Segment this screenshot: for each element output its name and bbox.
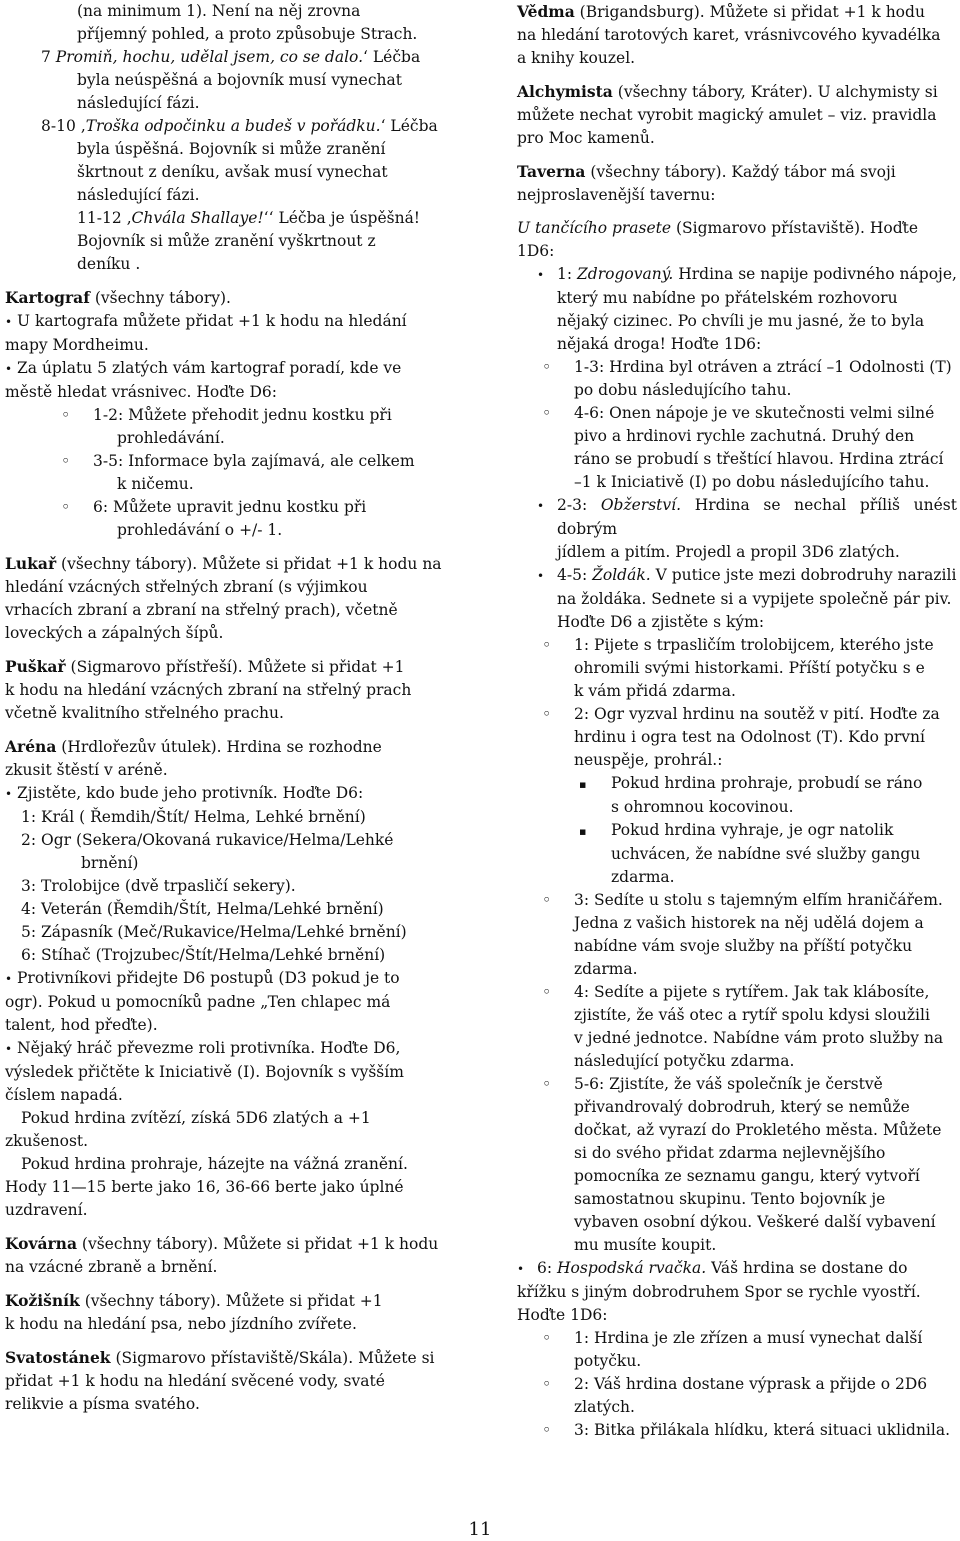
section-alchymista: Alchymista (všechny tábory, Kráter). U alchymisty si — [517, 82, 938, 101]
section-heading: Kovárna — [5, 1234, 77, 1253]
section-lukar: Lukař (všechny tábory). Můžete si přidat +1 k hodu na — [5, 554, 442, 573]
text-line: následující fázi. — [77, 186, 200, 204]
sub-bullet-item: ◦ 1-3: Hrdina byl otráven a ztrácí –1 Odolnosti (T) — [517, 356, 957, 379]
text-line: a knihy kouzel. — [517, 49, 636, 67]
sub-bullet-item: ◦ 4: Sedíte a pijete s rytířem. Jak tak klábosíte, — [517, 981, 957, 1004]
section-kozisnik: Kožišník (všechny tábory). Můžete si přidat +1 — [5, 1291, 383, 1310]
section-heading: Kožišník — [5, 1291, 80, 1310]
text-line: zkušenost. — [5, 1132, 89, 1150]
text-line: zdarma. — [574, 960, 638, 978]
section-heading: Aréna — [5, 737, 57, 756]
text-line: deníku . — [77, 255, 141, 273]
text-line: neuspěje, prohrál.: — [574, 751, 723, 769]
text-line: k hodu na hledání vzácných zbraní na střelný prach — [5, 681, 412, 699]
sub-bullet-item: ◦ 1-2: Můžete přehodit jednu kostku při — [5, 404, 445, 427]
text-line: přidat +1 k hodu na hledání svěcené vody, svaté — [5, 1372, 385, 1390]
text-line: ogr). Pokud u pomocníků padne „Ten chlapec má — [5, 993, 391, 1011]
page-number: 11 — [468, 1519, 492, 1540]
bullet-item: • Nějaký hráč převezme roli protivníka. Hoďte D6, — [5, 1037, 445, 1061]
text-line: (na minimum 1). Není na něj zrovna — [77, 2, 361, 20]
section-kartograf: Kartograf (všechny tábory). — [5, 288, 231, 307]
sub-bullet-item: ◦ 6: Stíhač (Trojzubec/Štít/Helma/Lehké brnění) — [5, 944, 445, 967]
text-line: přivandrovalý dobrodruh, který se nemůže — [574, 1098, 910, 1116]
text-line: k hodu na hledání psa, nebo jízdního zvířete. — [5, 1315, 357, 1333]
bullet-item: • U kartografa můžete přidat +1 k hodu na hledání — [5, 310, 445, 334]
heal-result-8-10: 8-10 ‚Troška odpočinku a budeš v pořádku.‘ Léčba — [41, 117, 438, 135]
text-line: křížku s jiným dobrodruhem Spor se rychle vyostří. — [517, 1283, 921, 1301]
text-line: si do svého přidat zdarma nejlevnějšího — [574, 1144, 886, 1162]
bullet-item: • 4-5: Žoldák. V putice jste mezi dobrodruhy narazili — [517, 564, 957, 588]
text-line: Hoďte D6 a zjistěte s kým: — [557, 613, 765, 631]
text-line: zkusit štěstí v aréně. — [5, 761, 168, 779]
sub-bullet-item: ◦ 3-5: Informace byla zajímavá, ale celkem — [5, 450, 445, 473]
sub-bullet-item: ◦ 4-6: Onen nápoje je ve skutečnosti velmi silné — [517, 402, 957, 425]
section-heading: Lukař — [5, 554, 57, 573]
text-line: výsledek přičtěte k Iniciativě (I). Bojovník s vyšším — [5, 1063, 404, 1081]
text-line: na hledání tarotových karet, vrásnivcového kyvadélka — [517, 26, 941, 44]
text-line: pomocníka ze seznamu gangu, který vytvoří — [574, 1167, 920, 1185]
text-line: dočkat, až vyrazí do Prokletého města. Můžete — [574, 1121, 942, 1139]
sub-bullet-item: ◦ 3: Bitka přilákala hlídku, která situaci uklidnila. — [517, 1419, 957, 1442]
text-line: byla neúspěšná a bojovník musí vynechat — [77, 71, 402, 89]
text-line: nabídne vám svoje služby na příští potyčku — [574, 937, 913, 955]
section-heading: Taverna — [517, 162, 586, 181]
text-line: městě hledat vrásnivec. Hoďte D6: — [5, 383, 277, 401]
text-line: loveckých a zápalných šípů. — [5, 624, 224, 642]
sub-bullet-item: ◦ 6: Můžete upravit jednu kostku při — [5, 496, 445, 519]
text-line: škrtnout z deníku, avšak musí vynechat — [77, 163, 388, 181]
text-line: talent, hod přeďte). — [5, 1016, 158, 1034]
text-line: na žoldáka. Sednete si a vypijete společně pár piv. — [557, 590, 952, 608]
bullet-item: • Protivníkovi přidejte D6 postupů (D3 pokud je to — [5, 967, 445, 991]
text-line: byla úspěšná. Bojovník si může zranění — [77, 140, 386, 158]
section-svatostanek: Svatostánek (Sigmarovo přístaviště/Skála). Můžete si — [5, 1348, 435, 1367]
text-line: pro Moc kamenů. — [517, 129, 655, 147]
text-line: prohledávání o +/- 1. — [117, 521, 283, 539]
bullet-item: • 6: Hospodská rvačka. Váš hrdina se dostane do — [517, 1257, 957, 1281]
right-column — [517, 0, 957, 1442]
text-line: včetně kvalitního střelného prachu. — [5, 704, 284, 722]
text-line: mu musíte koupit. — [574, 1236, 717, 1254]
text-line: vrhacích zbraní a zbraní na střelný prach), včetně — [5, 601, 398, 619]
text-line: –1 k Iniciativě (I) po dobu následujícího tahu. — [574, 473, 930, 491]
text-line: po dobu následujícího tahu. — [574, 381, 792, 399]
sub-bullet-item: ◦ 2: Ogr vyzval hrdinu na soutěž v pití. Hoďte za — [517, 703, 957, 726]
text-line: nějaký cizinec. Po chvíli je mu jasné, že to byla — [557, 312, 925, 330]
text-line: k vám přidá zdarma. — [574, 682, 736, 700]
text-line: příjemný pohled, a proto způsobuje Strach. — [77, 25, 418, 43]
section-arena: Aréna (Hrdlořezův útulek). Hrdina se rozhodne — [5, 737, 382, 756]
text-line: ohromili svými historkami. Příští potyčku s e — [574, 659, 925, 677]
section-heading: Alchymista — [517, 82, 613, 101]
sub-bullet-item: ◦ 2: Ogr (Sekera/Okovaná rukavice/Helma/Lehké — [5, 829, 445, 852]
text-line: číslem napadá. — [5, 1086, 123, 1104]
text-line: vybaven osobní dýkou. Veškeré další vybavení — [574, 1213, 936, 1231]
text-line: hledání vzácných střelných zbraní (s výjimkou — [5, 578, 368, 596]
sub-bullet-item: ◦ 2: Váš hrdina dostane výprask a přijde o 2D6 — [517, 1373, 957, 1396]
left-column — [5, 0, 445, 1416]
sub-bullet-item: ◦ 1: Král ( Řemdih/Štít/ Helma, Lehké brnění) — [5, 806, 445, 829]
text-line: pivo a hrdinovi rychle zachutná. Druhý den — [574, 427, 915, 445]
text-line: nejproslavenější tavernu: — [517, 186, 716, 204]
section-heading: Puškař — [5, 657, 66, 676]
bullet-item: • 2-3: Obžerství. Hrdina se nechal příliš unést dobrým — [517, 494, 957, 541]
sub-bullet-item: ◦ 1: Pijete s trpasličím trolobijcem, kterého jste — [517, 634, 957, 657]
section-kovarna: Kovárna (všechny tábory). Můžete si přidat +1 k hodu — [5, 1234, 439, 1253]
text-line: s ohromnou kocovinou. — [611, 798, 794, 816]
text-line: samostatnou skupinu. Tento bojovník je — [574, 1190, 886, 1208]
tavern-name: U tančícího prasete (Sigmarovo přístavištĕ). Hoďte — [517, 219, 919, 237]
text-line: Bojovník si může zranění vyškrtnout z — [77, 232, 376, 250]
section-taverna: Taverna (všechny tábory). Každý tábor má svoji — [517, 162, 896, 181]
text-line: Hoďte 1D6: — [517, 1306, 608, 1324]
heal-result-7: 7 Promiň, hochu, udělal jsem, co se dalo.‘ Léčba — [41, 48, 421, 66]
text-line: Jedna z vašich historek na něj udělá dojem a — [574, 914, 924, 932]
text-line: brnění) — [81, 854, 139, 872]
text-line: 1D6: — [517, 242, 555, 260]
text-line: uzdravení. — [5, 1201, 88, 1219]
text-line: na vzácné zbraně a brnění. — [5, 1258, 218, 1276]
section-heading: Svatostánek — [5, 1348, 111, 1367]
sub-bullet-item: ◦ 5-6: Zjistíte, že váš společník je čerstvě — [517, 1073, 957, 1096]
bullet-item: • 1: Zdrogovaný. Hrdina se napije podivného nápoje, — [517, 263, 957, 287]
bullet-item: • Za úplatu 5 zlatých vám kartograf poradí, kde ve — [5, 357, 445, 381]
bullet-item: • Zjistěte, kdo bude jeho protivník. Hoďte D6: — [5, 782, 445, 806]
text-line: relikvie a písma svatého. — [5, 1395, 200, 1413]
text-line: v jedné jednotce. Nabídne vám proto služby na — [574, 1029, 944, 1047]
text-line: hrdinu i ogra test na Odolnost (T). Kdo první — [574, 728, 925, 746]
sub-bullet-item: ◦ 3: Trolobijce (dvě trpasličí sekery). — [5, 875, 445, 898]
sub-bullet-item: ◦ 4: Veterán (Řemdih/Štít, Helma/Lehké brnění) — [5, 898, 445, 921]
sub-bullet-item: ◦ Pokud hrdina zvítězí, získá 5D6 zlatých a +1 — [5, 1107, 445, 1130]
sub-sub-bullet-item: ▪ Pokud hrdina prohraje, probudí se ráno — [517, 772, 957, 796]
sub-bullet-item: ◦ 3: Sedíte u stolu s tajemným elfím hraničářem. — [517, 889, 957, 912]
text-line: potyčku. — [574, 1352, 642, 1370]
text-line: uchvácen, že nabídne své služby gangu — [611, 845, 921, 863]
text-line: jídlem a pitím. Projedl a propil 3D6 zlatých. — [557, 543, 900, 561]
sub-sub-bullet-item: ▪ Pokud hrdina vyhraje, je ogr natolik — [517, 819, 957, 843]
section-heading: Kartograf — [5, 288, 90, 307]
section-puskar: Puškař (Sigmarovo přístřeší). Můžete si přidat +1 — [5, 657, 405, 676]
heal-result-11-12: 11-12 ‚Chvála Shallaye!‘‘ Léčba je úspěšná! — [77, 209, 421, 227]
text-line: následující potyčku zdarma. — [574, 1052, 795, 1070]
sub-bullet-item: ◦ Pokud hrdina prohraje, házejte na vážná zranění. — [5, 1153, 445, 1176]
section-vedma: Vědma (Brigandsburg). Můžete si přidat +1 k hodu — [517, 2, 925, 21]
text-line: nějaká droga! Hoďte 1D6: — [557, 335, 762, 353]
text-line: následující fázi. — [77, 94, 200, 112]
text-line: Hody 11—15 berte jako 16, 36-66 berte jako úplné — [5, 1178, 404, 1196]
text-line: zlatých. — [574, 1398, 635, 1416]
sub-bullet-item: ◦ 1: Hrdina je zle zřízen a musí vynechat další — [517, 1327, 957, 1350]
text-line: zdarma. — [611, 868, 675, 886]
sub-bullet-item: ◦ 5: Zápasník (Meč/Rukavice/Helma/Lehké brnění) — [5, 921, 445, 944]
text-line: k ničemu. — [117, 475, 194, 493]
text-line: prohledávání. — [117, 429, 225, 447]
text-line: mapy Mordheimu. — [5, 336, 149, 354]
text-line: ráno se probudí s třeštící hlavou. Hrdina ztrácí — [574, 450, 944, 468]
text-line: zjistíte, že váš otec a rytíř spolu kdysi sloužili — [574, 1006, 930, 1024]
text-line: který mu nabídne po přátelském rozhovoru — [557, 289, 898, 307]
section-heading: Vědma — [517, 2, 575, 21]
text-line: můžete nechat vyrobit magický amulet – viz. pravidla — [517, 106, 937, 124]
